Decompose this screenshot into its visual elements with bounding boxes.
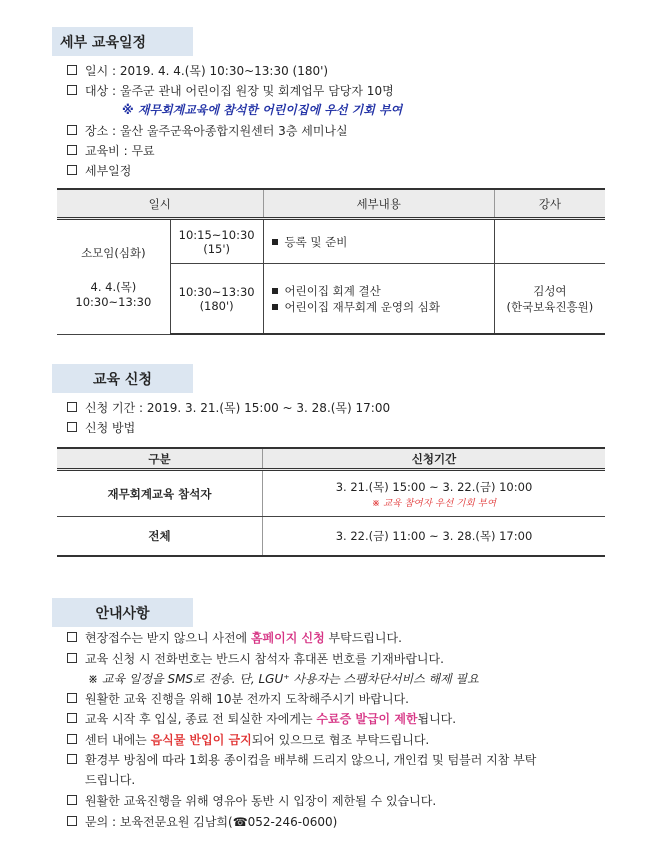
period-note: ※ 교육 참여자 우선 기회 부여	[371, 497, 496, 509]
session-cell	[57, 219, 170, 335]
contact-line: 문의 : 보육전문요원 김남희(☎052-246-0600)	[67, 813, 337, 831]
period-cell: 3. 22.(금) 11:00 ~ 3. 28.(목) 17:00	[263, 517, 606, 557]
notice-line: 원활한 교육진행을 위해 영유아 동반 시 입장이 제한될 수 있습니다.	[67, 792, 436, 810]
session-date: 4. 4.(목)	[90, 279, 137, 294]
table-row	[57, 517, 605, 557]
notice-line: 교육 시작 후 입실, 종료 전 퇴실한 자에게는 수료증 발급이 제한됩니다.	[67, 710, 456, 728]
location-line: 장소 : 울산 울주군육아종합지원센터 3층 세미나실	[67, 122, 348, 140]
section-heading-schedule: 세부 교육일정	[52, 27, 193, 56]
section-heading-notice: 안내사항	[52, 598, 193, 627]
time-cell	[170, 219, 263, 264]
table-header: 강사	[494, 189, 605, 219]
session-time: 10:30~13:30	[75, 294, 152, 309]
content-cell: 등록 및 준비	[263, 219, 494, 264]
checkbox-icon	[67, 85, 77, 95]
period-text: 3. 21.(목) 15:00 ~ 3. 22.(금) 10:00	[335, 479, 533, 494]
bullet-icon	[272, 304, 278, 310]
instructor-cell	[494, 264, 605, 335]
notice-line: 교육 신청 시 전화번호는 반드시 참석자 휴대폰 번호를 기재바랍니다.	[67, 650, 444, 668]
duration: (15')	[203, 241, 230, 256]
notice-line: 현장접수는 받지 않으니 사전에 홈페이지 신청 부탁드립니다.	[67, 629, 402, 647]
table-row	[57, 470, 605, 517]
checkbox-icon	[67, 632, 77, 642]
schedule-table	[57, 188, 605, 335]
checkbox-icon	[67, 65, 77, 75]
table-header: 세부내용	[263, 189, 494, 219]
application-table	[57, 447, 605, 557]
time-range: 10:15~10:30	[178, 227, 255, 242]
date-line: 일시 : 2019. 4. 4.(목) 10:30~13:30 (180')	[67, 62, 328, 80]
section-heading-application: 교육 신청	[52, 364, 193, 393]
application-method-line: 신청 방법	[67, 419, 135, 437]
notice-line: 환경부 방침에 따라 1회용 종이컵을 배부해 드리지 않으니, 개인컵 및 텀블러 지참 부탁	[67, 751, 536, 769]
target-line: 대상 : 울주군 관내 어린이집 원장 및 회계업무 담당자 10명	[67, 82, 394, 100]
session-name: 소모임(심화)	[81, 245, 146, 260]
checkbox-icon	[67, 713, 77, 723]
bullet-icon	[272, 239, 278, 245]
notice-line: 센터 내에는 음식물 반입이 금지되어 있으므로 협조 부탁드립니다.	[67, 731, 429, 749]
category-cell: 재무회계교육 참석자	[57, 470, 263, 517]
instructor-cell	[494, 219, 605, 264]
checkbox-icon	[67, 125, 77, 135]
application-period-line: 신청 기간 : 2019. 3. 21.(목) 15:00 ~ 3. 28.(목) 17:00	[67, 399, 390, 417]
checkbox-icon	[67, 653, 77, 663]
instructor-name: 김성여	[533, 283, 567, 298]
priority-note: ※ 재무회계교육에 참석한 어린이집에 우선 기회 부여	[122, 103, 403, 117]
checkbox-icon	[67, 165, 77, 175]
fee-line: 교육비 : 무료	[67, 142, 155, 160]
checkbox-icon	[67, 816, 77, 826]
checkbox-icon	[67, 422, 77, 432]
table-header: 일시	[57, 189, 263, 219]
table-header: 신청기간	[263, 448, 606, 470]
checkbox-icon	[67, 795, 77, 805]
table-header: 구분	[57, 448, 263, 470]
sms-note: ※ 교육 일정을 SMS로 전송. 단, LGU⁺ 사용자는 스팸차단서비스 해제 필요	[88, 672, 479, 686]
period-cell	[263, 470, 606, 517]
notice-line-cont: 드립니다.	[85, 773, 136, 787]
category-cell: 전체	[57, 517, 263, 557]
checkbox-icon	[67, 754, 77, 764]
notice-line: 원활한 교육 진행을 위해 10분 전까지 도착해주시기 바랍니다.	[67, 690, 409, 708]
duration: (180')	[199, 298, 234, 313]
detail-schedule-line: 세부일정	[67, 162, 131, 180]
checkbox-icon	[67, 734, 77, 744]
content-cell: 어린이집 회계 결산 어린이집 재무회계 운영의 심화	[263, 264, 494, 335]
time-cell	[170, 264, 263, 335]
instructor-org: (한국보육진흥원)	[506, 299, 594, 314]
checkbox-icon	[67, 402, 77, 412]
checkbox-icon	[67, 145, 77, 155]
phone-icon: ☎	[232, 815, 248, 829]
bullet-icon	[272, 288, 278, 294]
time-range: 10:30~13:30	[178, 284, 255, 299]
table-row	[57, 219, 605, 264]
checkbox-icon	[67, 693, 77, 703]
